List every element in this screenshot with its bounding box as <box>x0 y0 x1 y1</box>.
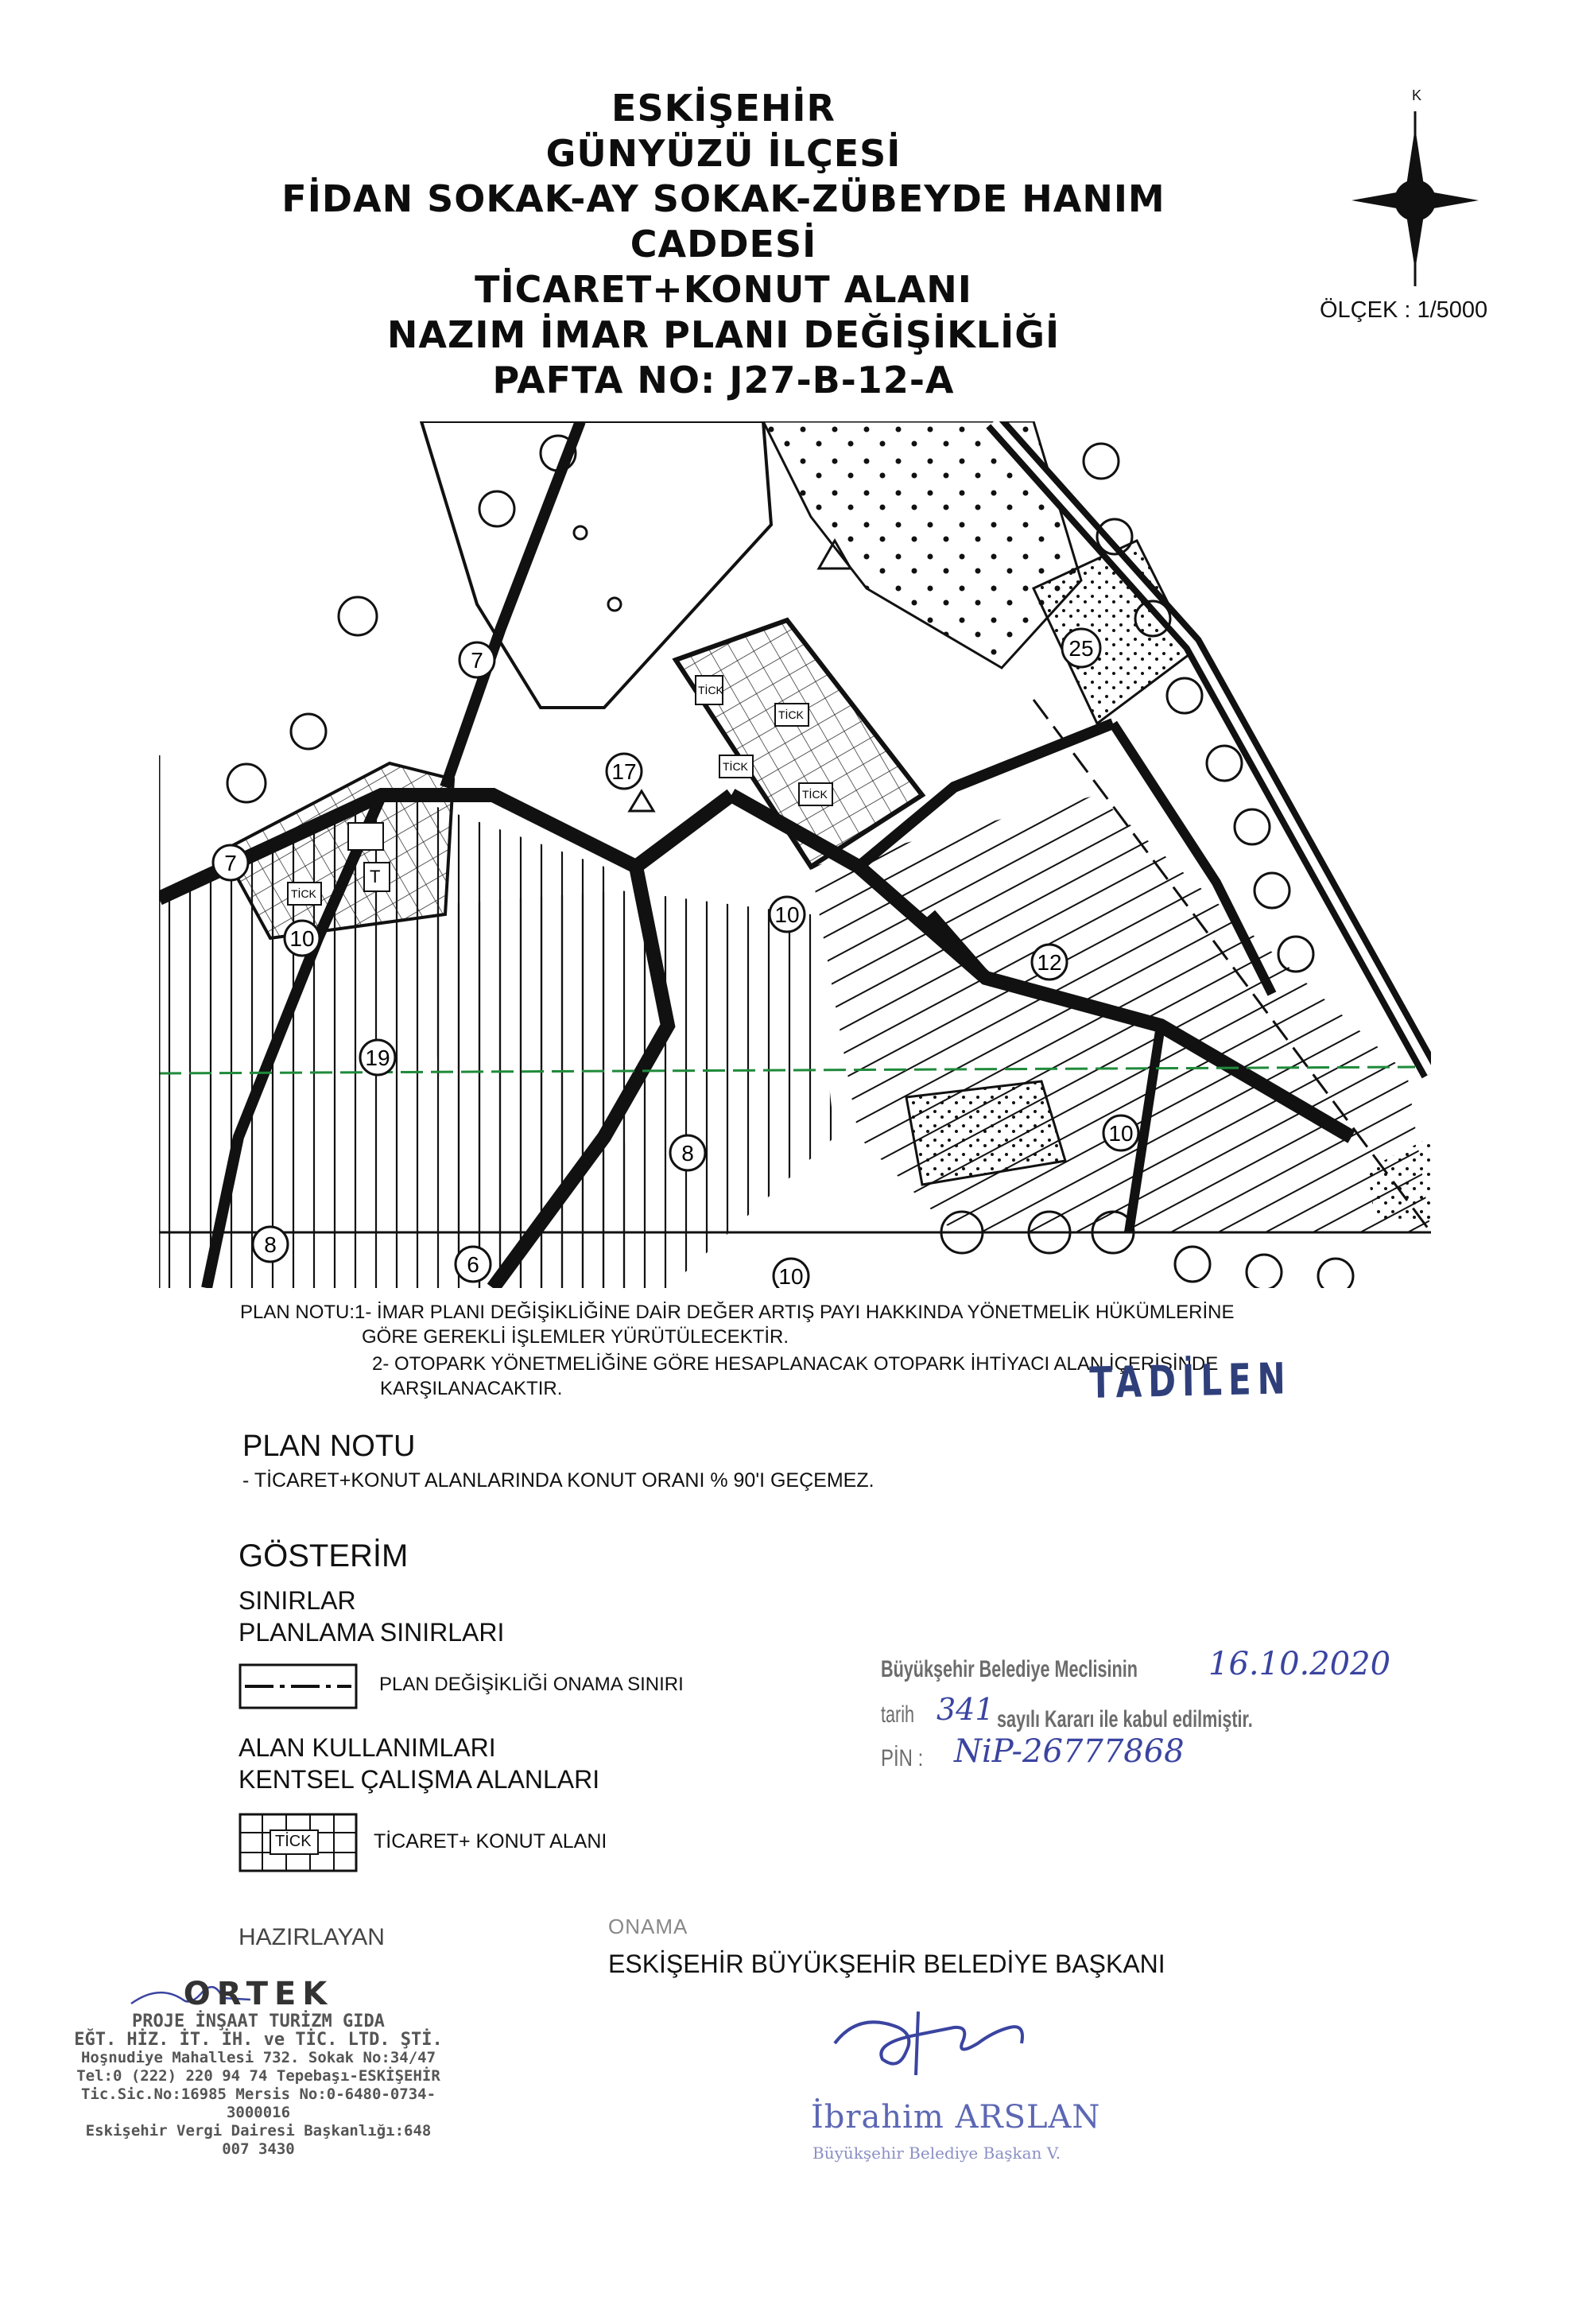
plan-note-text: - TİCARET+KONUT ALANLARINDA KONUT ORANI % 90'I GEÇEMEZ. <box>242 1469 874 1492</box>
road-label-7b <box>213 845 248 880</box>
road-label-7a <box>460 642 494 677</box>
council-tarih: tarih <box>881 1701 915 1728</box>
plan-note-1-line-2: GÖRE GEREKLİ İŞLEMLER YÜRÜTÜLECEKTİR. <box>362 1326 789 1348</box>
road-number-7a: 7 <box>471 648 483 673</box>
title-sheet: PAFTA NO: J27-B-12-A <box>492 359 955 402</box>
road-number-10c: 10 <box>1108 1121 1134 1146</box>
mayor-title: ESKİŞEHİR BÜYÜKŞEHİR BELEDİYE BAŞKANI <box>608 1950 1165 1978</box>
title-streets: FİDAN SOKAK-AY SOKAK-ZÜBEYDE HANIM CADDESİ <box>281 177 1165 266</box>
company-line-5: Tic.Sic.No:16985 Mersis No:0-6480-0734-3000016 <box>80 2085 436 2121</box>
legend-urban-areas: KENTSEL ÇALIŞMA ALANLARI <box>238 1765 600 1794</box>
company-line-2: EĞT. HİZ. İT. İH. ve TİC. LTD. ŞTİ. <box>74 2030 443 2050</box>
plan-note-1-line-1: PLAN NOTU:1- İMAR PLANI DEĞİŞİKLİĞİNE DAİR DEĞER ARTIŞ PAYI HAKKINDA YÖNETMELİK HÜKÜMLERİNE <box>240 1302 1235 1323</box>
company-line-1: PROJE İNŞAAT TURİZM GIDA <box>132 2012 385 2031</box>
north-arrow-icon <box>1352 111 1479 286</box>
north-label: K <box>1412 87 1422 103</box>
prepared-by-label: HAZIRLAYAN <box>238 1924 385 1950</box>
company-stamp <box>72 1976 445 2159</box>
road-label-10c <box>1103 1115 1138 1150</box>
title-block <box>238 86 1208 403</box>
plan-note-2-line-1: 2- OTOPARK YÖNETMELİĞİNE GÖRE HESAPLANACAK OTOPARK İHTİYACI ALAN İÇERİSİNDE <box>372 1353 1219 1375</box>
road-number-8b: 8 <box>264 1232 277 1257</box>
title-city: ESKİŞEHİR <box>611 87 836 130</box>
road-label-10a <box>285 921 320 956</box>
plan-note-heading: PLAN NOTU <box>242 1430 416 1463</box>
road-label-10d <box>774 1259 809 1288</box>
legend-planning-boundaries: PLANLAMA SINIRLARI <box>238 1618 505 1647</box>
pin-label: PİN : <box>881 1745 924 1771</box>
road-number-10a: 10 <box>289 926 315 951</box>
road-label-8b <box>253 1227 288 1262</box>
council-line-1: Büyükşehir Belediye Meclisinin <box>881 1656 1138 1682</box>
pin-value: NiP-26777868 <box>954 1733 1185 1770</box>
edited-stamp: TADİLEN <box>1089 1353 1292 1408</box>
approval-label: ONAMA <box>608 1915 688 1938</box>
road-number-12: 12 <box>1037 950 1062 975</box>
company-line-6: Eskişehir Vergi Dairesi Başkanlığı:648 007 3430 <box>85 2122 432 2158</box>
legend-land-use: ALAN KULLANIMLARI <box>238 1733 496 1762</box>
t-label: T <box>370 867 381 887</box>
road-label-10b <box>770 897 805 932</box>
approval-boundary-symbol <box>238 1663 358 1709</box>
road-number-19: 19 <box>365 1046 390 1070</box>
title-district: GÜNYÜZÜ İLÇESİ <box>545 132 902 175</box>
council-decision-number: 341 <box>937 1692 995 1727</box>
road-label-8a <box>670 1135 705 1170</box>
signer-title: Büyükşehir Belediye Başkan V. <box>812 2144 1061 2163</box>
road-label-25 <box>1062 629 1100 667</box>
road-number-10d: 10 <box>778 1264 804 1288</box>
company-line-3: Hoşnudiye Mahallesi 732. Sokak No:34/47 <box>80 2049 436 2066</box>
commercial-residential-symbol <box>238 1813 358 1872</box>
tick-label-2: TİCK <box>778 708 804 721</box>
road-label-19 <box>360 1040 395 1075</box>
zoning-map <box>159 421 1431 1288</box>
council-line-2: sayılı Kararı ile kabul edilmiştir. <box>997 1706 1253 1732</box>
legend-tick-label: TİCK <box>275 1833 312 1850</box>
tick-label-4: TİCK <box>802 788 828 801</box>
legend-heading: GÖSTERİM <box>238 1538 409 1573</box>
signer-name: İbrahim ARSLAN <box>811 2099 1101 2136</box>
legend-boundaries: SINIRLAR <box>238 1586 356 1615</box>
tick-label-1: TİCK <box>698 684 723 696</box>
road-number-25: 25 <box>1068 636 1094 661</box>
road-number-10b: 10 <box>774 902 800 927</box>
road-label-6 <box>456 1247 491 1282</box>
road-label-12 <box>1032 945 1067 980</box>
road-number-17: 17 <box>611 759 637 784</box>
plan-note-2-line-2: KARŞILANACAKTIR. <box>380 1378 563 1399</box>
council-date: 16.10.2020 <box>1208 1646 1391 1682</box>
map-scale: ÖLÇEK : 1/5000 <box>1320 297 1488 323</box>
road-number-6: 6 <box>467 1252 479 1277</box>
title-plan: NAZIM İMAR PLANI DEĞİŞİKLİĞİ <box>386 313 1061 356</box>
legend-commercial-residential-label: TİCARET+ KONUT ALANI <box>374 1830 607 1853</box>
tick-label-5: TİCK <box>291 887 316 900</box>
tick-label-3: TİCK <box>723 760 748 773</box>
road-number-8a: 8 <box>681 1141 694 1166</box>
title-area: TİCARET+KONUT ALANI <box>475 268 972 311</box>
company-name: ORTEK <box>183 1976 334 2012</box>
company-line-4: Tel:0 (222) 220 94 74 Tepebaşı-ESKİŞEHİR <box>76 2067 440 2085</box>
road-label-17 <box>607 754 642 789</box>
legend-approval-boundary-label: PLAN DEĞİŞİKLİĞİ ONAMA SINIRI <box>379 1674 684 1695</box>
road-number-7b: 7 <box>224 851 237 875</box>
mayor-signature-icon <box>827 1996 1034 2083</box>
